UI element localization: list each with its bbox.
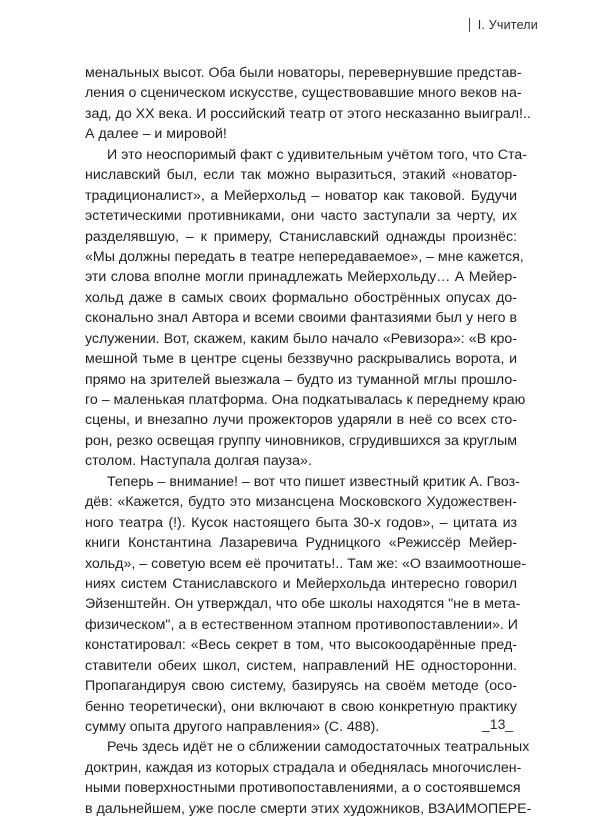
- text-line: Теперь – внимание! – вот что пишет известный критик А. Гвоз-: [107, 473, 520, 490]
- text-line: ного театра (!). Кусок настоящего быта 30-х годов», – цитата из: [85, 514, 517, 531]
- text-line: дёв: «Кажется, будто это мизансцена Московского Художествен-: [85, 494, 517, 511]
- running-header: I. Учители: [469, 18, 538, 32]
- text-line: менальных высот. Оба были новаторы, перевернувшие представ-: [85, 65, 522, 81]
- paragraph: [85, 472, 527, 738]
- text-line: констатировал: «Весь секрет в том, что высокоодарённые пред-: [85, 637, 517, 654]
- text-line: доктрин, каждая из которых страдала и обеднялась многочислен-: [85, 759, 522, 776]
- body-text: [85, 63, 532, 819]
- text-line: книги Константина Лазаревича Рудницкого «Режиссёр Мейер-: [85, 535, 517, 552]
- text-line: эти слова вполне могли принадлежать Мейерхольду… А Мейер-: [85, 269, 517, 286]
- text-line: Эйзенштейн. Он утверждал, что обе школы находятся "не в мета-: [85, 596, 521, 613]
- text-line: рон, резко освещая группу чиновников, сгрудившихся за круглым: [85, 432, 517, 449]
- text-line: традиционалист», а Мейерхольд – новатор как таковой. Будучи: [85, 187, 517, 204]
- text-line: бенно теоретически), они включают в свою конкретную практику: [85, 698, 517, 715]
- text-line: И это неоспоримый факт с удивительным учётом того, что Ста-: [107, 146, 527, 163]
- text-line: сцены, и внезапно лучи прожекторов ударяли в неё со всех сто-: [85, 412, 517, 429]
- text-line: хольд даже в самых своих формально обострённых опусах до-: [85, 289, 517, 306]
- text-line: Речь здесь идёт не о сближении самодостаточных театральных: [107, 739, 530, 756]
- text-line: Пропагандируя свою систему, базируясь на своём методе (осо-: [85, 678, 517, 695]
- text-line: хольд», – советую всем её прочитать!.. Там же: «О взаимоотноше-: [85, 555, 527, 572]
- text-line: А далее – и мировой!: [85, 126, 227, 143]
- text-line: прямо на зрителей выезжала – будто из туманной мглы прошло-: [85, 371, 517, 388]
- text-line: сконально знал Автора и всеми своими фантазиями был у него в: [85, 310, 517, 327]
- text-line: ниславский был, если так можно выразиться, этакий «новатор-: [85, 167, 517, 184]
- text-line: в дальнейшем, уже после смерти этих художников, ВЗАИМОПЕРЕ-: [85, 800, 532, 817]
- text-line: мешной тьме в центре сцены беззвучно раскрывались ворота, и: [85, 351, 517, 368]
- text-line: столом. Наступала долгая пауза».: [85, 453, 312, 470]
- text-line: «Мы должны передать в театре непередаваемое», – мне кажется,: [85, 248, 524, 265]
- text-line: физическом", а в естественном этапном противопоставлении». И: [85, 616, 519, 633]
- paragraph: [85, 145, 527, 472]
- text-line: ставители обеих школ, систем, направлений НЕ односторонни.: [85, 657, 517, 674]
- text-line: го – маленькая платформа. Она подкатывалась к переднему краю: [85, 392, 526, 408]
- text-line: ными поверхностными противопоставлениями, а о состоявшемся: [85, 780, 521, 797]
- text-line: зад, до XX века. И российский театр от этого несказанно выиграл!..: [85, 105, 531, 122]
- text-line: ниях систем Станиславского и Мейерхольда интересно говорил: [85, 575, 517, 592]
- text-line: разделявшую, – к примеру, Станиславский однажды произнёс:: [85, 228, 517, 245]
- paragraph: [85, 63, 531, 145]
- page-number: _13_: [482, 716, 514, 732]
- text-line: сумму опыта другого направления» (С. 488).: [85, 719, 380, 735]
- text-line: эстетическими противниками, они часто заступали за черту, их: [85, 208, 517, 225]
- text-line: услужении. Вот, скажем, каким было начало «Ревизора»: «В кро-: [85, 330, 517, 347]
- text-line: ления о сценическом искусстве, существовавшие много веков на-: [85, 85, 522, 102]
